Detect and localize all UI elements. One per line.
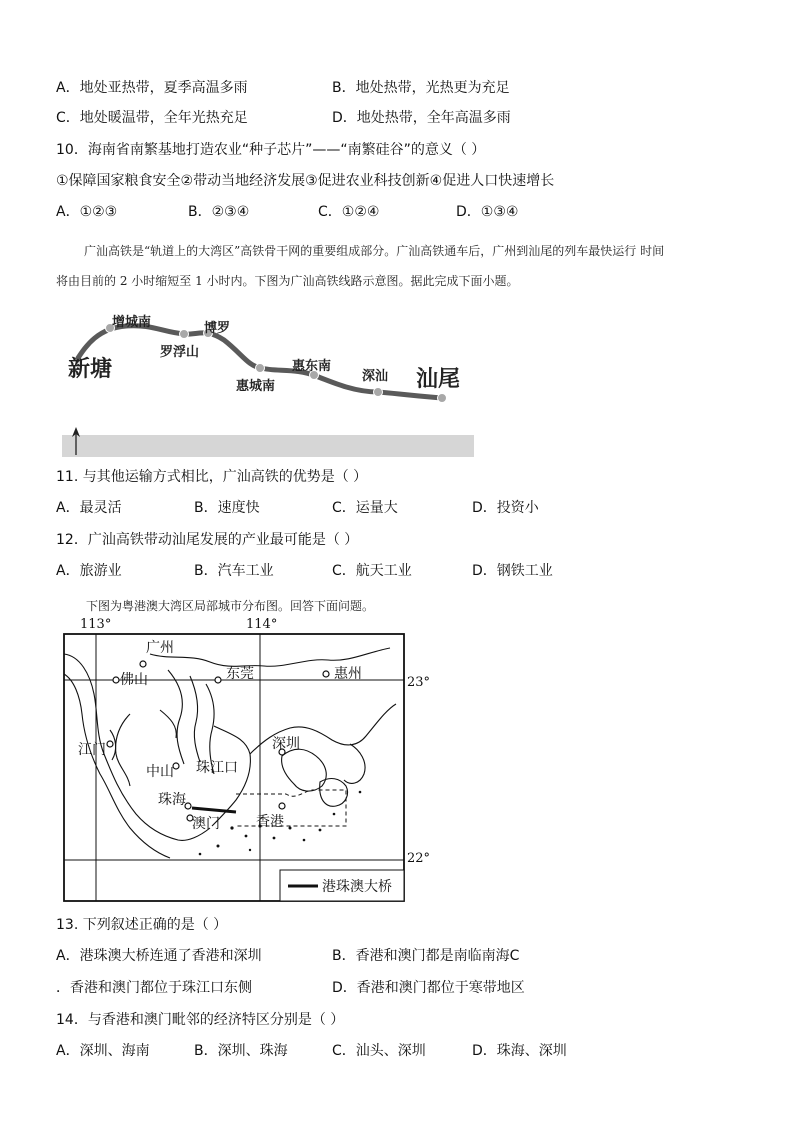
bay-area-city-map xyxy=(50,614,430,906)
q11-option-a: A．最灵活 xyxy=(56,500,122,516)
q9-option-d: D．地处热带，全年高温多雨 xyxy=(332,110,511,126)
station-label-shenshan: 深汕 xyxy=(362,369,389,384)
station-label-luofushan: 罗浮山 xyxy=(160,345,200,360)
station-label-huicheng-nan: 惠城南 xyxy=(236,379,276,394)
longitude-label-113: 113° xyxy=(80,617,112,632)
q9-option-a: A．地处亚热带，夏季高温多雨 xyxy=(56,80,248,96)
q11-stem: 11. 与其他运输方式相比，广汕高铁的优势是（ ） xyxy=(56,469,368,485)
q13-stem: 13. 下列叙述正确的是（ ） xyxy=(56,917,228,933)
q12-option-c: C．航天工业 xyxy=(332,563,412,579)
q10-stem: 10．海南省南繁基地打造农业“种子芯片”——“南繁硅谷”的意义（ ） xyxy=(56,142,486,158)
city-dot-dongguan xyxy=(215,677,221,683)
latitude-label-22: 22° xyxy=(407,851,430,866)
q11-option-b: B．速度快 xyxy=(194,500,260,516)
city-dot-guangzhou xyxy=(140,661,146,667)
city-label-zhongshan: 中山 xyxy=(146,764,174,780)
railway-route-map xyxy=(56,300,476,460)
city-label-aomen: 澳门 xyxy=(192,816,220,832)
station-dot-shenshan xyxy=(374,388,383,397)
longitude-label-114: 114° xyxy=(246,617,278,632)
city-label-huizhou: 惠州 xyxy=(334,666,362,682)
q9-option-b: B．地处热带，光热更为充足 xyxy=(332,80,510,96)
city-label-zhuhai: 珠海 xyxy=(158,792,186,808)
q10-statements: ①保障国家粮食安全②带动当地经济发展③促进农业科技创新④促进人口快速增长 xyxy=(56,173,555,189)
q14-option-d: D．珠海、深圳 xyxy=(472,1043,567,1059)
station-dot-luofushan xyxy=(180,330,189,339)
q14-option-b: B．深圳、珠海 xyxy=(194,1043,288,1059)
q13-option-b: B．香港和澳门都是南临南海C xyxy=(332,948,520,964)
q14-option-c: C．汕头、深圳 xyxy=(332,1043,426,1059)
city-dot-xianggang xyxy=(279,803,285,809)
station-label-zengcheng-nan: 增城南 xyxy=(112,315,152,330)
q11-option-c: C．运量大 xyxy=(332,500,398,516)
q13-option-a: A．港珠澳大桥连通了香港和深圳 xyxy=(56,948,262,964)
q14-stem: 14．与香港和澳门毗邻的经济特区分别是（ ） xyxy=(56,1012,345,1028)
city-dot-foshan xyxy=(113,677,119,683)
station-dot-huicheng-nan xyxy=(256,364,265,373)
city-dot-jiangmen xyxy=(107,741,113,747)
station-label-xintang: 新塘 xyxy=(68,357,113,382)
latitude-label-23: 23° xyxy=(407,675,430,690)
city-label-foshan: 佛山 xyxy=(120,672,148,688)
q12-stem: 12．广汕高铁带动汕尾发展的产业最可能是（ ） xyxy=(56,532,359,548)
station-label-boluo: 博罗 xyxy=(204,321,231,336)
q13-option-c: ．香港和澳门都位于珠江口东侧 xyxy=(56,980,252,996)
city-label-dongguan: 东莞 xyxy=(226,666,254,682)
station-label-shanwei: 汕尾 xyxy=(416,367,461,392)
hong-kong-zhuhai-macao-bridge xyxy=(192,808,236,812)
city-label-xianggang: 香港 xyxy=(256,814,284,830)
passage-railway-line2: 将由目前的 2 小时缩短至 1 小时内。下图为广汕高铁线路示意图。据此完成下面小题。 xyxy=(56,274,519,288)
q10-option-a: A．①②③ xyxy=(56,204,118,220)
q10-option-b: B．②③④ xyxy=(188,204,250,220)
q12-option-d: D．钢铁工业 xyxy=(472,563,553,579)
passage-bay-area: 下图为粤港澳大湾区局部城市分布图。回答下面问题。 xyxy=(86,599,375,613)
q13-option-d: D．香港和澳门都位于寒带地区 xyxy=(332,980,525,996)
station-label-huidong-nan: 惠东南 xyxy=(292,359,332,374)
city-label-jiangmen: 江门 xyxy=(78,742,106,758)
map-bottom-bar xyxy=(62,435,474,457)
q14-option-a: A．深圳、海南 xyxy=(56,1043,150,1059)
city-label-zhujiangkou: 珠江口 xyxy=(196,760,238,776)
dashed-region-boundary xyxy=(236,790,346,826)
city-label-shenzhen: 深圳 xyxy=(272,736,300,752)
q9-option-c: C．地处暖温带，全年光热充足 xyxy=(56,110,248,126)
passage-railway-line1: 广汕高铁是“轨道上的大湾区”高铁骨干网的重要组成部分。广汕高铁通车后，广州到汕尾的列车最快运行 时间 xyxy=(84,244,665,258)
city-dot-huizhou xyxy=(323,671,329,677)
q12-option-a: A．旅游业 xyxy=(56,563,122,579)
q10-option-d: D．①③④ xyxy=(456,204,519,220)
station-dot-shanwei xyxy=(438,394,447,403)
legend-label: 港珠澳大桥 xyxy=(322,879,392,895)
city-label-guangzhou: 广州 xyxy=(146,640,174,656)
q12-option-b: B．汽车工业 xyxy=(194,563,274,579)
q11-option-d: D．投资小 xyxy=(472,500,539,516)
q10-option-c: C．①②④ xyxy=(318,204,380,220)
